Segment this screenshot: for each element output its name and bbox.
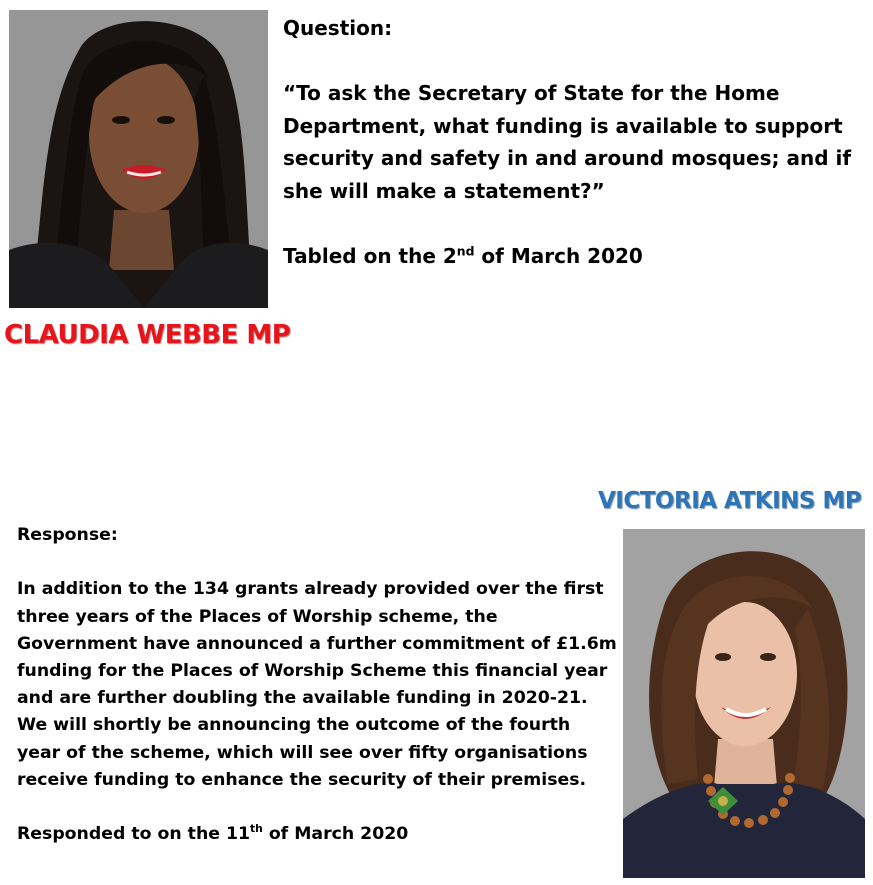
response-heading: Response: (17, 525, 118, 545)
asker-portrait (9, 10, 268, 308)
asker-name: CLAUDIA WEBBE MP (4, 320, 291, 350)
response-date-suffix: of March 2020 (262, 824, 409, 845)
tabled-date-prefix: Tabled on the 2 (283, 244, 457, 269)
question-tabled-date (283, 240, 858, 273)
response-date-prefix: Responded to on the 11 (17, 824, 251, 845)
question-block (283, 12, 858, 273)
question-heading: Question: (283, 16, 393, 40)
question-text: “To ask the Secretary of State for the Home Department, what funding is available to support security and safety in and around mosques; and if she will make a statement?” (283, 81, 852, 203)
response-date-ordinal: th (250, 822, 263, 836)
response-block (17, 522, 617, 848)
response-text: In addition to the 134 grants already provided over the first three years of the Places of Worship scheme, the Government have announced a further commitment of £1.6m funding for the Places of Worship Scheme this financial year and are further doubling the available funding in 2020-21. We will shortly be announcing the outcome of the fourth year of the scheme, which will see over fifty organisations receive funding to enhance the security of their premises. (17, 579, 617, 790)
responder-portrait (623, 529, 865, 878)
tabled-date-ordinal: nd (456, 243, 475, 259)
responder-name: VICTORIA ATKINS MP (598, 488, 862, 514)
tabled-date-suffix: of March 2020 (474, 244, 643, 269)
response-date (17, 821, 617, 848)
asker-portrait-image (9, 10, 268, 308)
responder-portrait-image (623, 529, 865, 878)
